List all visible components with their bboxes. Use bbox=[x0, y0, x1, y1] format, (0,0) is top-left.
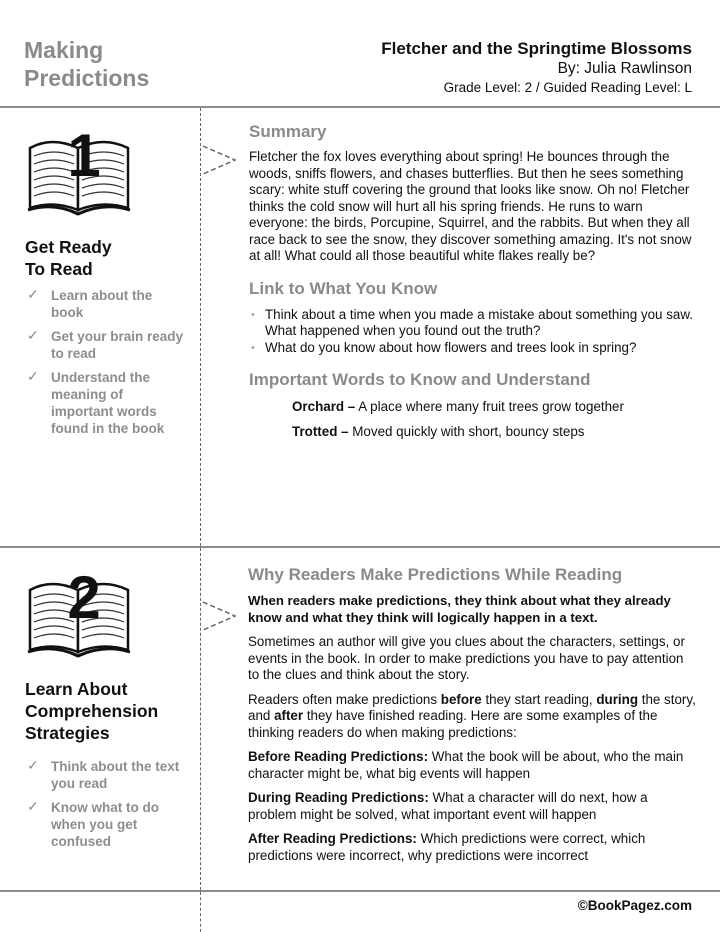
paragraph-when: Readers often make predictions before they start reading, during the story, and after they have finished reading. Here are some examples of the thinking readers do when making predictions: bbox=[248, 691, 696, 740]
step-1-goals bbox=[25, 287, 185, 444]
check-icon: ✓ bbox=[27, 798, 39, 814]
example-text: What a character will do next, how a problem might be solved, what important event will happen bbox=[248, 790, 648, 822]
goal-item: ✓ Learn about the book bbox=[27, 286, 153, 320]
step-2-number: 2 bbox=[67, 564, 101, 631]
example-before bbox=[248, 749, 698, 782]
divider-bottom bbox=[0, 890, 720, 892]
list-item: • What do you know about how flowers and trees look in spring? bbox=[251, 339, 637, 355]
example-after bbox=[248, 831, 698, 864]
example-label: During Reading Predictions: bbox=[248, 790, 429, 805]
link-heading: Link to What You Know bbox=[249, 278, 438, 298]
step-2-arrow-icon bbox=[201, 596, 241, 636]
column-divider-3 bbox=[200, 892, 201, 932]
step-2-title-line2: Comprehension bbox=[25, 701, 159, 721]
bullet-icon: • bbox=[251, 308, 255, 321]
step-1-number: 1 bbox=[67, 122, 101, 189]
check-icon: ✓ bbox=[27, 286, 39, 302]
copyright: ©BookPagez.com bbox=[577, 898, 692, 913]
example-label: After Reading Predictions: bbox=[248, 831, 417, 846]
link-bullets bbox=[249, 307, 697, 357]
example-label: Before Reading Predictions: bbox=[248, 749, 429, 764]
summary-heading: Summary bbox=[249, 122, 327, 141]
topic-line: Making bbox=[24, 37, 104, 63]
bullet-icon: • bbox=[251, 341, 255, 354]
predictions-heading: Why Readers Make Predictions While Reading bbox=[248, 565, 623, 584]
vocab-term: Orchard – bbox=[292, 399, 356, 414]
topic-line: Predictions bbox=[24, 65, 150, 91]
paragraph-clues: Sometimes an author will give you clues about the characters, settings, or events in the book. In order to make predictions you have to pay attention to the clues and think about the story. bbox=[248, 634, 685, 682]
step-2-book-icon bbox=[24, 560, 136, 660]
step-2-goals bbox=[25, 758, 195, 857]
page-topic bbox=[24, 36, 224, 92]
example-during bbox=[248, 790, 698, 823]
check-icon: ✓ bbox=[27, 757, 39, 773]
step-2-content bbox=[248, 564, 698, 864]
topic-text bbox=[24, 36, 224, 92]
goal-item: ✓ Understand the meaning of important words found in the book bbox=[27, 368, 165, 436]
step-1-title bbox=[25, 236, 112, 280]
check-icon: ✓ bbox=[27, 327, 39, 343]
book-title: Fletcher and the Springtime Blossoms bbox=[381, 39, 692, 58]
words-heading: Important Words to Know and Understand bbox=[249, 370, 591, 389]
step-1-title-line1: Get Ready bbox=[25, 237, 112, 257]
step-1-content bbox=[249, 121, 697, 440]
list-item: • Think about a time when you made a mistake about something you saw. What happened when you found out the truth? bbox=[251, 306, 693, 338]
vocab-term: Trotted – bbox=[292, 423, 349, 439]
example-text: Which predictions were correct, which predictions were incorrect, why predictions were incorrect bbox=[248, 831, 646, 863]
step-2-title bbox=[25, 678, 158, 744]
book-info bbox=[252, 38, 692, 97]
example-text: What the book will be about, who the main character might be, what big events will happen bbox=[248, 749, 684, 781]
predictions-intro: When readers make predictions, they think about what they already know and what they think will logically happen in a text. bbox=[248, 593, 671, 625]
book-author: By: Julia Rawlinson bbox=[557, 60, 692, 77]
goal-item: ✓ Know what to do when you get confused bbox=[27, 798, 159, 849]
step-1-arrow-icon bbox=[201, 140, 241, 180]
divider-top bbox=[0, 106, 720, 108]
goal-item: ✓ Get your brain ready to read bbox=[27, 327, 184, 361]
grade-level: Grade Level: 2 / Guided Reading Level: L bbox=[443, 80, 692, 95]
step-2-title-line1: Learn About bbox=[25, 679, 128, 699]
step-1-title-line2: To Read bbox=[25, 259, 93, 279]
divider-middle bbox=[0, 546, 720, 548]
summary-text: Fletcher the fox loves everything about spring! He bounces through the woods, sniffs flowers, and chases butterflies. But then he sees something scary: white stuff covering the ground that looks like snow. Oh no! Fletcher thinks the cold snow will hurt all his spring friends. He runs to warn everyone: the birds, Porcupine, Squirrel, and the rabbits. But when they all race back to see the snow, they discover something amazing. It's not snow at all! What could all those beautiful white flakes really be? bbox=[249, 149, 692, 263]
check-icon: ✓ bbox=[27, 368, 39, 384]
vocab-definition: A place where many fruit trees grow together bbox=[355, 399, 624, 414]
vocab-item bbox=[249, 424, 697, 441]
vocab-definition: Moved quickly with short, bouncy steps bbox=[348, 423, 585, 439]
step-1-book-icon bbox=[24, 118, 136, 218]
vocab-item bbox=[249, 399, 697, 416]
step-2-title-line3: Strategies bbox=[25, 723, 110, 743]
goal-item: ✓ Think about the text you read bbox=[27, 757, 180, 791]
